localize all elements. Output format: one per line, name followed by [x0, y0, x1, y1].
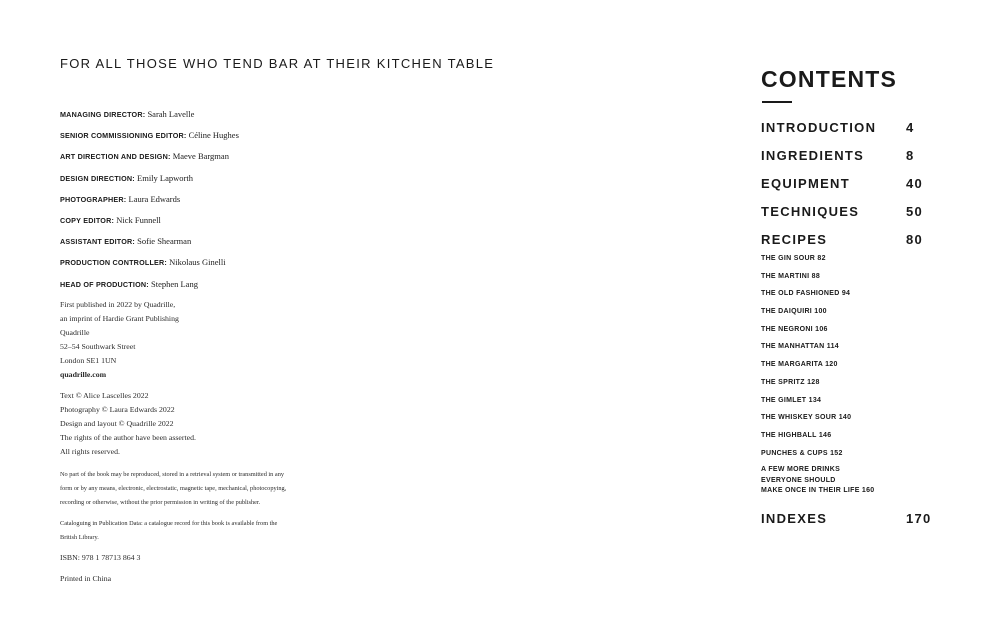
- rights-statement: [60, 468, 320, 510]
- credit-name: Nikolaus Ginelli: [169, 257, 226, 268]
- toc-entry-introduction[interactable]: [761, 120, 931, 138]
- publisher-line: Quadrille: [60, 328, 90, 337]
- copyright-line: Design and layout © Quadrille 2022: [60, 419, 174, 428]
- toc-entry-techniques[interactable]: [761, 204, 931, 222]
- recipe-list: [761, 253, 961, 497]
- publisher-line: First published in 2022 by Quadrille,: [60, 300, 176, 309]
- toc-entry-page: 4: [906, 120, 915, 135]
- toc-entry-page: 40: [906, 176, 924, 191]
- publisher-line: London SE1 1UN: [60, 356, 117, 365]
- recipe-entry-line: MAKE ONCE IN THEIR LIFE 160: [761, 487, 875, 495]
- toc-entry-page: 8: [906, 148, 915, 163]
- credit-name: Laura Edwards: [128, 193, 181, 204]
- toc-entry-ingredients[interactable]: [761, 148, 931, 166]
- toc-entry-label: INDEXES: [761, 511, 828, 526]
- credit-role: PHOTOGRAPHER:: [60, 194, 127, 204]
- cip-statement: [60, 517, 320, 545]
- credit-role: COPY EDITOR:: [60, 215, 115, 225]
- credit-name: Maeve Bargman: [172, 151, 229, 162]
- recipe-entry[interactable]: THE DAIQUIRI 100: [761, 308, 827, 316]
- credit-role: HEAD OF PRODUCTION:: [60, 279, 149, 289]
- toc-entry-indexes[interactable]: [761, 511, 931, 529]
- toc-entry-label: TECHNIQUES: [761, 204, 860, 219]
- copyright-line: Text © Alice Lascelles 2022: [60, 391, 149, 400]
- toc-entry-label: INGREDIENTS: [761, 148, 865, 163]
- credit-line: [60, 256, 490, 277]
- contents-title: CONTENTS: [761, 66, 898, 92]
- recipe-entry-line: A FEW MORE DRINKS: [761, 466, 841, 474]
- publisher-website: quadrille.com: [60, 370, 107, 379]
- toc-entry-label: INTRODUCTION: [761, 120, 877, 135]
- recipe-entry[interactable]: THE MARTINI 88: [761, 272, 821, 280]
- credit-role: DESIGN DIRECTION:: [60, 173, 135, 183]
- recipe-entry[interactable]: THE MANHATTAN 114: [761, 343, 839, 351]
- credit-line: [60, 150, 490, 171]
- credit-name: Stephen Lang: [150, 278, 198, 289]
- credit-name: Nick Funnell: [116, 214, 161, 225]
- recipe-entry[interactable]: THE HIGHBALL 146: [761, 431, 832, 439]
- credit-role: ART DIRECTION AND DESIGN:: [60, 152, 171, 162]
- credit-role: PRODUCTION CONTROLLER:: [60, 258, 168, 268]
- toc-entry-page: 80: [906, 232, 924, 247]
- recipe-entry[interactable]: THE SPRITZ 128: [761, 378, 820, 386]
- cip-line: British Library.: [60, 534, 99, 541]
- publisher-line: 52–54 Southwark Street: [60, 342, 136, 351]
- recipe-entry[interactable]: PUNCHES & CUPS 152: [761, 449, 843, 457]
- recipe-entry[interactable]: THE NEGRONI 106: [761, 325, 828, 333]
- toc-entry-label: EQUIPMENT: [761, 176, 850, 191]
- credit-role: ASSISTANT EDITOR:: [60, 237, 136, 247]
- toc-entry-page: 170: [906, 511, 932, 526]
- recipe-entry[interactable]: THE OLD FASHIONED 94: [761, 290, 851, 298]
- copyright-line: All rights reserved.: [60, 447, 120, 456]
- copyright-line: The rights of the author have been asserted.: [60, 433, 196, 442]
- publisher-address: [60, 298, 179, 382]
- printed-in: Printed in China: [60, 574, 112, 583]
- rights-line: No part of the book may be reproduced, stored in a retrieval system or transmitted in any: [60, 471, 284, 478]
- rights-line: recording or otherwise, without the prior permission in writing of the publisher.: [60, 499, 261, 506]
- credit-line: [60, 129, 490, 150]
- toc-entry-equipment[interactable]: [761, 176, 931, 194]
- toc-entry-page: 50: [906, 204, 924, 219]
- recipe-entry-extra[interactable]: [761, 465, 961, 497]
- toc-entry-label: RECIPES: [761, 232, 828, 247]
- recipe-entry-line: EVERYONE SHOULD: [761, 476, 836, 484]
- contents-page: [761, 0, 981, 643]
- credit-line: [60, 172, 490, 193]
- recipe-entry[interactable]: THE MARGARITA 120: [761, 361, 838, 369]
- copyright-line: Photography © Laura Edwards 2022: [60, 405, 175, 414]
- credit-name: Emily Lapworth: [137, 172, 193, 183]
- credit-line: [60, 214, 490, 235]
- recipe-entry[interactable]: THE GIMLET 134: [761, 396, 822, 404]
- credits-list: [60, 108, 490, 299]
- title-divider: [762, 101, 792, 103]
- cip-line: Cataloguing in Publication Data: a catalogue record for this book is available from the: [60, 520, 278, 527]
- toc-entry-recipes[interactable]: [761, 232, 931, 250]
- credit-line: [60, 193, 490, 214]
- credit-line: [60, 108, 490, 129]
- recipe-entry[interactable]: THE GIN SOUR 82: [761, 255, 826, 262]
- credit-line: [60, 278, 490, 299]
- rights-line: form or by any means, electronic, electrostatic, magnetic tape, mechanical, photocopying,: [60, 485, 287, 492]
- credit-role: SENIOR COMMISSIONING EDITOR:: [60, 131, 187, 141]
- copyright-notice: [60, 389, 196, 459]
- credit-role: MANAGING DIRECTOR:: [60, 110, 146, 119]
- credit-line: [60, 235, 490, 256]
- publisher-line: an imprint of Hardie Grant Publishing: [60, 314, 179, 323]
- dedication: FOR ALL THOSE WHO TEND BAR AT THEIR KITCHEN TABLE: [60, 56, 495, 71]
- credit-name: Céline Hughes: [188, 130, 239, 141]
- credit-name: Sofie Shearman: [137, 236, 192, 247]
- recipe-entry[interactable]: THE WHISKEY SOUR 140: [761, 414, 852, 422]
- credit-name: Sarah Lavelle: [147, 109, 195, 119]
- isbn: ISBN: 978 1 78713 864 3: [60, 553, 141, 562]
